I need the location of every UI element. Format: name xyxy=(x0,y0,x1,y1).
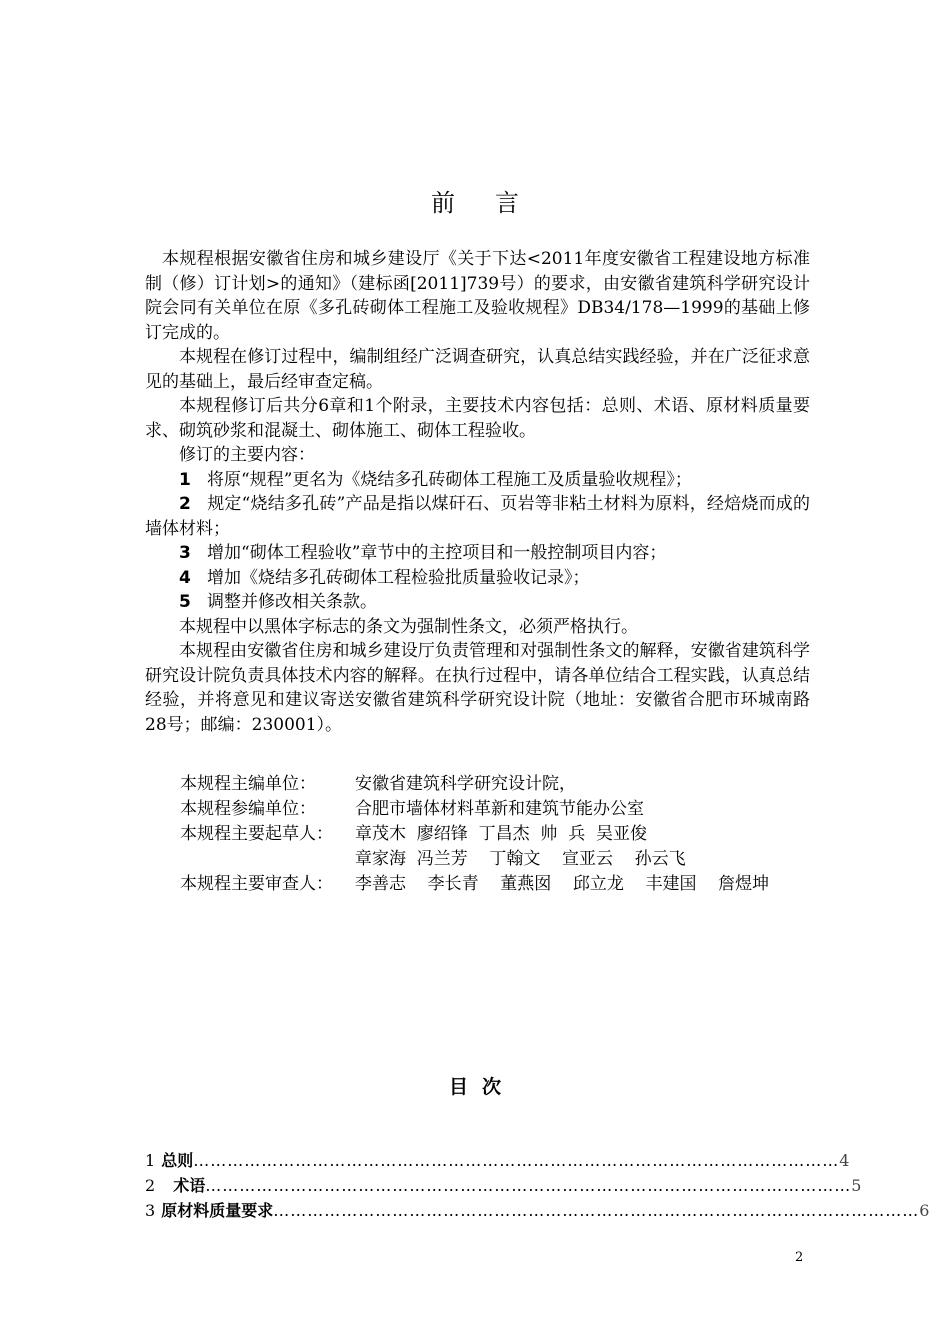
page-number: 2 xyxy=(795,1250,804,1265)
credits-block xyxy=(180,772,880,897)
credit-value: 章家海 冯兰芳 丁翰文 宣亚云 孙云飞 xyxy=(355,849,686,869)
toc-entry-label: 术语 xyxy=(173,1176,206,1195)
revision-item xyxy=(145,492,810,541)
revision-text: 增加《烧结多孔砖砌体工程检验批质量验收记录》； xyxy=(207,567,590,588)
revision-item xyxy=(145,468,810,493)
toc-entry-number: 2 xyxy=(145,1176,156,1195)
revision-number: 1 xyxy=(179,469,191,490)
preface-title: 前言 xyxy=(431,189,559,217)
revision-text: 增加“砌体工程验收”章节中的主控项目和一般控制项目内容； xyxy=(207,543,667,563)
toc-entry[interactable] xyxy=(145,1148,850,1173)
toc-entry[interactable] xyxy=(145,1173,862,1198)
table-of-contents xyxy=(145,1148,930,1223)
toc-leader-dots: …………………………………………………………………………………………………… xyxy=(205,1176,852,1195)
toc-entry-page: 5 xyxy=(851,1176,862,1195)
toc-title: 目次 xyxy=(448,1076,515,1098)
credit-row xyxy=(180,797,880,822)
toc-entry-number: 3 xyxy=(145,1201,156,1220)
revision-text: 调整并修改相关条款。 xyxy=(207,592,377,612)
toc-leader-dots: …………………………………………………………………………………………………… xyxy=(273,1201,920,1220)
credit-value: 安徽省建筑科学研究设计院， xyxy=(355,774,576,794)
credit-value: 章茂木 廖绍锋 丁昌杰 帅 兵 吴亚俊 xyxy=(355,824,648,844)
toc-entry-page: 4 xyxy=(839,1151,850,1170)
preface-paragraph: 本规程在修订过程中，编制组经广泛调查研究，认真总结实践经验，并在广泛征求意见的基础上，最后经审查定稿。 xyxy=(145,347,810,392)
credit-label: 本规程主编单位： xyxy=(180,774,316,794)
toc-entry-label: 原材料质量要求 xyxy=(161,1201,274,1220)
toc-entry-page: 6 xyxy=(919,1201,930,1220)
credit-value: 合肥市墙体材料革新和建筑节能办公室 xyxy=(355,799,644,819)
revision-text: 规定“烧结多孔砖”产品是指以煤矸石、页岩等非粘土材料为原料，经焙烧而成的墙体材料； xyxy=(145,494,810,539)
revision-item xyxy=(145,590,810,615)
toc-entry-label: 总则 xyxy=(161,1151,194,1170)
credit-label: 本规程主要起草人： xyxy=(180,824,333,844)
revision-number: 5 xyxy=(179,592,191,612)
revision-item xyxy=(145,541,810,566)
credit-row xyxy=(180,772,880,797)
credit-row xyxy=(180,847,880,872)
credit-label: 本规程参编单位： xyxy=(180,799,316,819)
credit-row xyxy=(180,822,880,847)
revision-number: 4 xyxy=(179,567,191,588)
credit-row xyxy=(180,872,880,897)
toc-entry-number: 1 xyxy=(145,1151,156,1170)
preface-paragraph: 本规程中以黑体字标志的条文为强制性条文，必须严格执行。 xyxy=(179,616,638,637)
credit-value: 李善志 李长青 董燕囡 邱立龙 丰建国 詹煜坤 xyxy=(355,874,770,894)
revision-number: 3 xyxy=(179,543,191,563)
preface-body xyxy=(145,247,810,737)
revision-item xyxy=(145,566,810,591)
credit-label: 本规程主要审查人： xyxy=(180,874,333,894)
toc-leader-dots: …………………………………………………………………………………………………… xyxy=(193,1151,840,1170)
credit-label xyxy=(180,847,355,872)
preface-paragraph: 本规程修订后共分6章和1个附录，主要技术内容包括：总则、术语、原材料质量要求、砌筑砂浆和混凝土、砌体施工、砌体工程验收。 xyxy=(145,396,810,441)
revision-text: 将原“规程”更名为《烧结多孔砖砌体工程施工及质量验收规程》； xyxy=(207,469,692,490)
preface-paragraph: 修订的主要内容： xyxy=(179,445,315,465)
preface-paragraph: 本规程根据安徽省住房和城乡建设厅《关于下达<2011年度安徽省工程建设地方标准制（修）订计划>的通知》（建标函[2011]739号）的要求，由安徽省建筑科学研究设计院会同有关单位在原《多孔砖砌体工程施工及验收规程》DB34/178—1999的基础上修订完成的。 xyxy=(145,249,810,343)
preface-paragraph: 本规程由安徽省住房和城乡建设厅负责管理和对强制性条文的解释，安徽省建筑科学研究设计院负责具体技术内容的解释。在执行过程中，请各单位结合工程实践，认真总结经验，并将意见和建议寄送安徽省建筑科学研究设计院（地址：安徽省合肥市环城南路28号；邮编：230001）。 xyxy=(145,641,810,735)
revision-number: 2 xyxy=(179,494,191,514)
toc-entry[interactable] xyxy=(145,1198,930,1223)
